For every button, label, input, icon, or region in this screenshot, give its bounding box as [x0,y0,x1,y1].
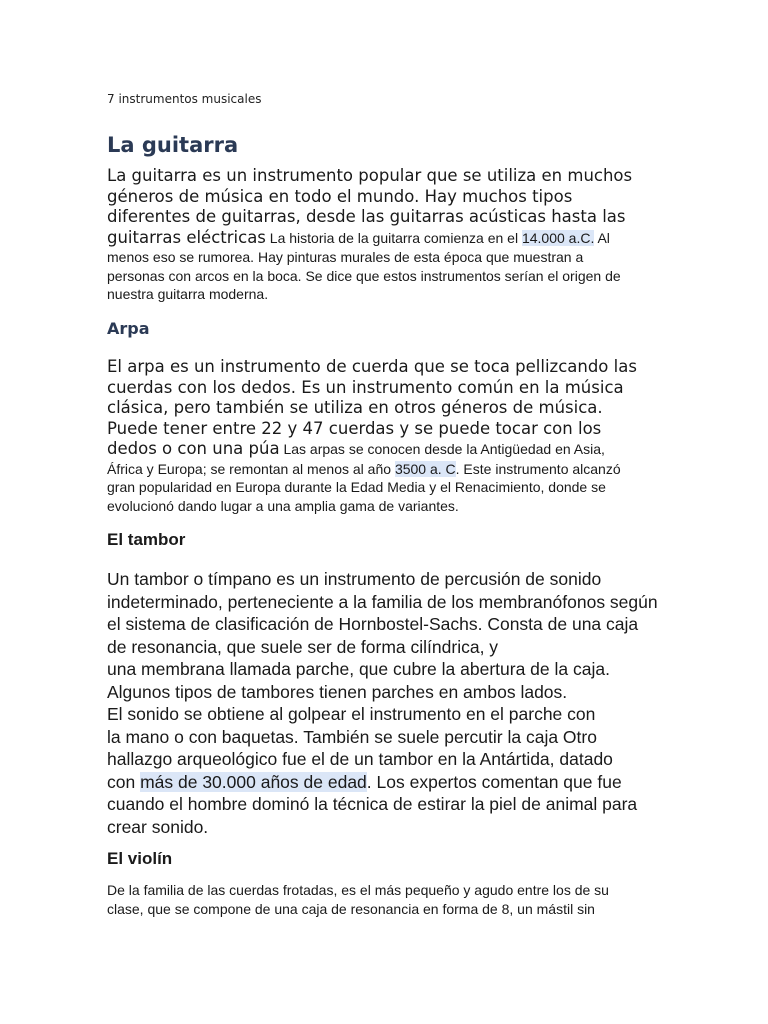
arpa-line-2: cuerdas con los dedos. Es un instrumento común en la música [107,377,624,397]
arpa-line-5-small: Las arpas se conocen desde la Antigüedad en Asia, [279,441,605,457]
tambor-line-3: el sistema de clasificación de Hornbostel-Sachs. Consta de una caja [107,614,639,634]
paragraph-violin [107,881,667,918]
tambor-line-10-post: . Los expertos comentan que fue [366,771,622,792]
tambor-line-6: Algunos tipos de tambores tienen parches en ambos lados. [107,681,568,702]
arpa-line-5-big: dedos o con una púa [107,439,280,458]
tambor-line-11: cuando el hombre dominó la técnica de estirar la piel de animal para [107,794,638,814]
guitarra-small-line-3: nuestra guitarra moderna. [107,286,269,302]
arpa-line-6 [107,460,667,479]
violin-line-2: clase, que se compone de una caja de resonancia en forma de 8, un mástil sin [107,900,595,917]
heading-violin: El violín [107,849,173,868]
paragraph-guitarra [107,166,667,304]
arpa-line-3: clásica, pero también se utiliza en otros géneros de música. [107,398,603,417]
heading-guitarra: La guitarra [107,133,239,157]
guitarra-line-4 [107,228,667,249]
paragraph-tambor [107,568,667,838]
guitarra-date-highlight: 14.000 a.C. [521,229,595,246]
tambor-line-10 [107,771,667,794]
guitarra-line-2: géneros de música en todo el mundo. Hay muchos tipos [107,186,573,206]
guitarra-small-line-1: menos eso se rumorea. Hay pinturas murales de esta época que muestran a [107,249,584,265]
tambor-line-2: indeterminado, perteneciente a la familia de los membranófonos según [107,591,658,612]
heading-arpa: Arpa [107,319,150,338]
violin-line-1: De la familia de las cuerdas frotadas, es el más pequeño y agudo entre los de su [107,882,609,898]
arpa-line-4: Puede tener entre 22 y 47 cuerdas y se puede tocar con los [107,418,602,438]
tambor-line-12: crear sonido. [107,816,209,837]
tambor-age-highlight: más de 30.000 años de edad [140,771,367,792]
guitarra-small-line-2: personas con arcos en la boca. Se dice que estos instrumentos serían el origen de [107,267,621,284]
arpa-small-line-2: evolucionó dando lugar a una amplia gama de variantes. [107,497,459,514]
tambor-line-1: Un tambor o tímpano es un instrumento de percusión de sonido [107,569,602,589]
tambor-line-4: de resonancia, que suele ser de forma cilíndrica, y [107,636,499,657]
guitarra-line-4-small: La historia de la guitarra comienza en el [265,229,522,246]
tambor-line-7: El sonido se obtiene al golpear el instrumento en el parche con [107,704,596,724]
guitarra-line-1: La guitarra es un instrumento popular que se utiliza en muchos [107,166,633,185]
tambor-line-8: la mano o con baquetas. También se suele percutir la caja Otro [107,726,597,747]
guitarra-line-4-tail: Al [594,229,610,246]
arpa-small-line-1: gran popularidad en Europa durante la Edad Media y el Renacimiento, donde se [107,479,606,495]
guitarra-line-3: diferentes de guitarras, desde las guitarras acústicas hasta las [107,207,626,226]
tambor-line-9: hallazgo arqueológico fue el de un tambor en la Antártida, datado [107,749,613,769]
arpa-date-highlight: 3500 a. C [394,460,456,477]
arpa-line-1: El arpa es un instrumento de cuerda que se toca pellizcando las [107,357,637,376]
tambor-line-10-pre: con [107,771,141,792]
guitarra-line-4-big: guitarras eléctricas [107,227,266,247]
heading-tambor: El tambor [107,530,186,549]
arpa-line-6-post: . Este instrumento alcanzó [455,460,621,477]
tambor-line-5: una membrana llamada parche, que cubre la abertura de la caja. [107,659,610,679]
arpa-line-5 [107,439,667,460]
arpa-line-6-pre: África y Europa; se remontan al menos al año [107,460,395,477]
document-label: 7 instrumentos musicales [107,92,262,106]
paragraph-arpa [107,357,667,515]
